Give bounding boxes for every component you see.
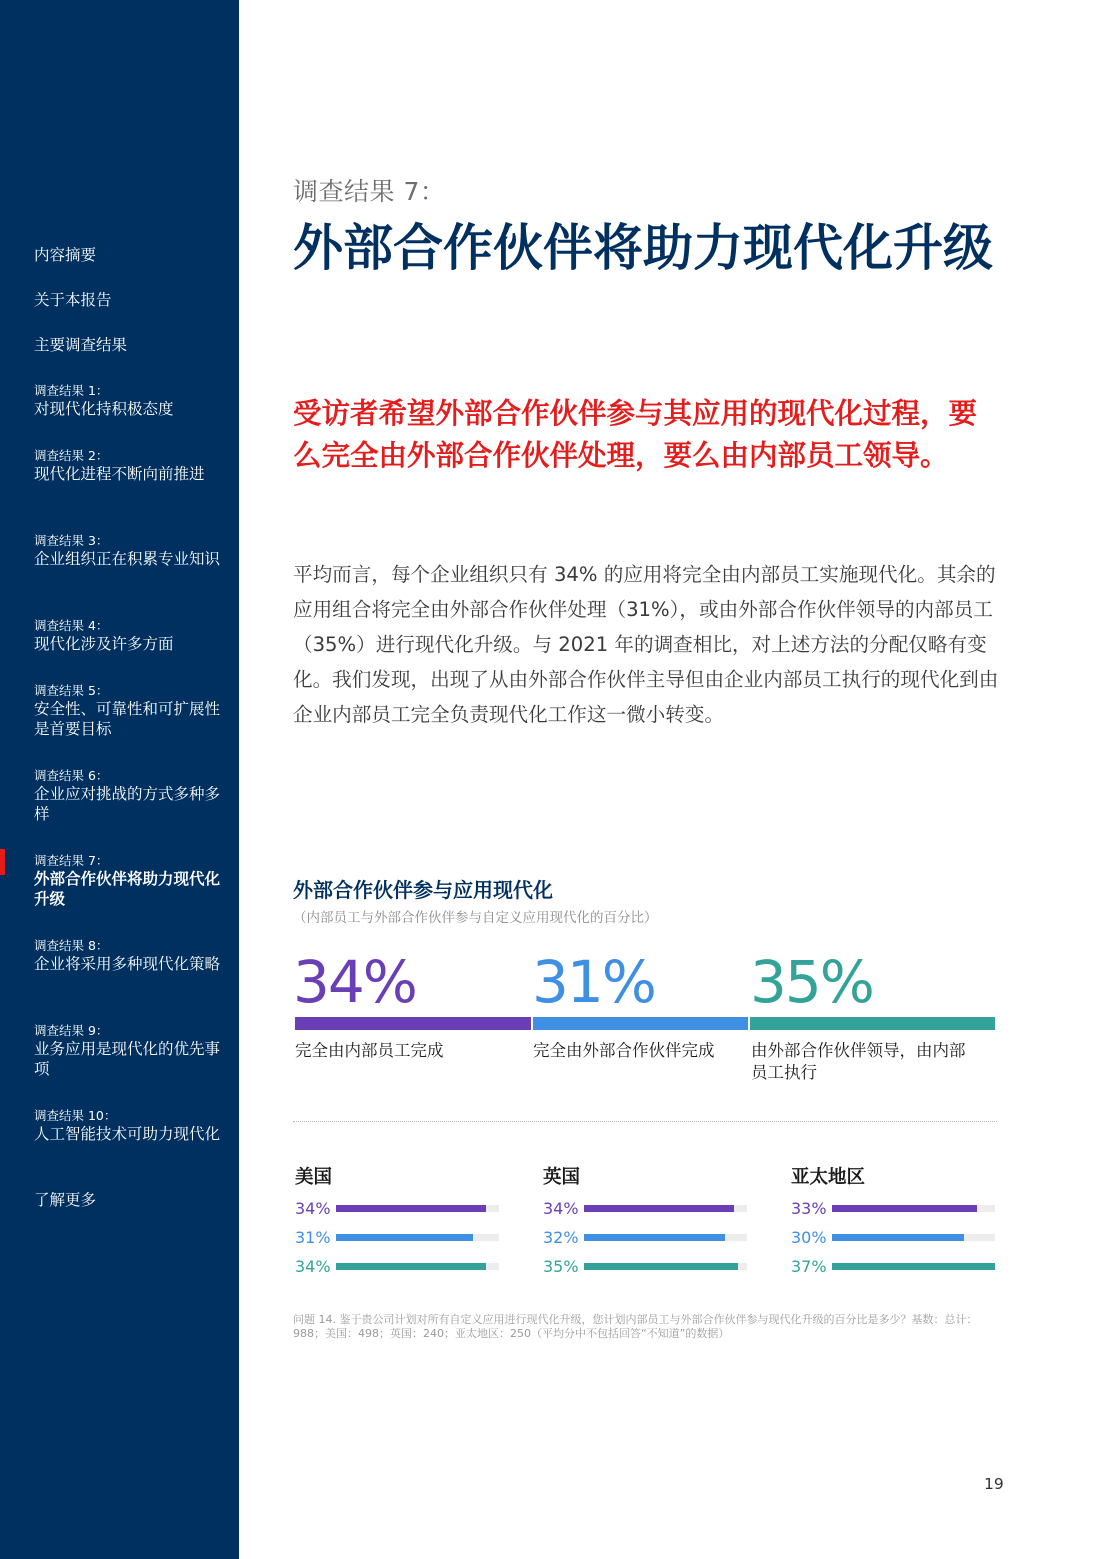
page-subtitle: 受访者希望外部合作伙伴参与其应用的现代化过程，要么完全由外部合作伙伴处理，要么由内部员工领导。 bbox=[293, 397, 978, 472]
region-value-uk-internal: 34% bbox=[543, 1199, 579, 1218]
page-number: 19 bbox=[984, 1475, 1004, 1493]
region-value-apac-internal: 33% bbox=[791, 1199, 827, 1218]
region-track-us-hybrid bbox=[336, 1263, 499, 1270]
region-name-us: 美国 bbox=[295, 1167, 333, 1188]
region-value-apac-hybrid: 37% bbox=[791, 1257, 827, 1276]
sidebar-item-label: 业务应用是现代化的优先事项 bbox=[34, 1040, 221, 1078]
summary-label-hybrid: 由外部合作伙伴领导，由内部员工执行 bbox=[751, 1041, 966, 1082]
sidebar-item-tag: 调查结果 6： bbox=[34, 768, 109, 783]
sidebar-item-finding-6[interactable] bbox=[34, 768, 224, 824]
sidebar-item-key-findings[interactable] bbox=[34, 335, 224, 355]
region-name-uk: 英国 bbox=[543, 1167, 581, 1188]
sidebar-nav bbox=[0, 0, 239, 1559]
sidebar-item-label: 了解更多 bbox=[34, 1191, 97, 1209]
sidebar-item-label: 关于本报告 bbox=[34, 291, 112, 309]
region-bar-uk-internal bbox=[584, 1205, 734, 1212]
sidebar-item-finding-10[interactable] bbox=[34, 1108, 224, 1144]
sidebar-item-tag: 调查结果 10： bbox=[34, 1108, 117, 1123]
sidebar-item-label: 企业应对挑战的方式多种多样 bbox=[34, 785, 221, 823]
region-bar-us-external bbox=[336, 1234, 473, 1241]
sidebar-item-label: 主要调查结果 bbox=[34, 336, 128, 354]
sidebar-item-label: 对现代化持积极态度 bbox=[34, 400, 174, 418]
region-track-us-external bbox=[336, 1234, 499, 1241]
region-bar-apac-hybrid bbox=[832, 1263, 995, 1270]
sidebar-item-tag: 调查结果 1： bbox=[34, 383, 109, 398]
sidebar-item-finding-5[interactable] bbox=[34, 683, 224, 739]
sidebar-item-finding-1[interactable] bbox=[34, 383, 224, 419]
sidebar-item-tag: 调查结果 5： bbox=[34, 683, 109, 698]
chart-title: 外部合作伙伴参与应用现代化 bbox=[293, 878, 553, 902]
region-value-us-internal: 34% bbox=[295, 1199, 331, 1218]
sidebar-item-label: 企业组织正在积累专业知识 bbox=[34, 550, 221, 568]
region-track-apac-external bbox=[832, 1234, 995, 1241]
sidebar-item-finding-8[interactable] bbox=[34, 938, 224, 974]
region-track-us-internal bbox=[336, 1205, 499, 1212]
body-paragraph: 平均而言，每个企业组织只有 34% 的应用将完全由内部员工实施现代化。其余的应用组合将完全由外部合作伙伴处理（31%），或由外部合作伙伴领导的内部员工（35%）进行现代化升级。与 2021 年的调查相比，对上述方法的分配仅略有变化。我们发现，出现了从由外部合作伙伴主导但由企业内部员工执行的现代化到由企业内部员工完全负责现代化工作这一微小转变。 bbox=[293, 563, 999, 726]
sidebar-item-label: 现代化进程不断向前推进 bbox=[34, 465, 205, 483]
region-bar-uk-external bbox=[584, 1234, 725, 1241]
chart-divider bbox=[293, 1121, 997, 1122]
sidebar-item-tag: 调查结果 2： bbox=[34, 448, 109, 463]
sidebar-item-finding-4[interactable] bbox=[34, 618, 224, 654]
sidebar-item-tag: 调查结果 9： bbox=[34, 1023, 109, 1038]
page-title: 外部合作伙伴将助力现代化升级 bbox=[293, 219, 993, 277]
summary-value-external: 31% bbox=[532, 948, 655, 1016]
region-track-uk-hybrid bbox=[584, 1263, 747, 1270]
sidebar-item-label: 外部合作伙伴将助力现代化升级 bbox=[34, 870, 221, 908]
sidebar-item-label: 内容摘要 bbox=[34, 246, 97, 264]
sidebar-item-label: 安全性、可靠性和可扩展性是首要目标 bbox=[34, 700, 221, 738]
sidebar-item-about[interactable] bbox=[34, 290, 224, 310]
sidebar-item-tag: 调查结果 8： bbox=[34, 938, 109, 953]
active-item-marker bbox=[0, 849, 5, 875]
sidebar-item-tag: 调查结果 3： bbox=[34, 533, 109, 548]
summary-bar-internal bbox=[295, 1017, 531, 1030]
region-bar-us-hybrid bbox=[336, 1263, 486, 1270]
summary-label-external: 完全由外部合作伙伴完成 bbox=[533, 1041, 715, 1060]
sidebar-item-learn-more[interactable] bbox=[34, 1190, 224, 1210]
region-bar-apac-external bbox=[832, 1234, 964, 1241]
sidebar-item-label: 人工智能技术可助力现代化 bbox=[34, 1125, 221, 1143]
sidebar-item-label: 现代化涉及许多方面 bbox=[34, 635, 174, 653]
region-bar-apac-internal bbox=[832, 1205, 977, 1212]
sidebar-item-finding-9[interactable] bbox=[34, 1023, 224, 1079]
sidebar-item-tag: 调查结果 7： bbox=[34, 853, 109, 868]
finding-kicker: 调查结果 7： bbox=[293, 177, 446, 206]
region-value-uk-hybrid: 35% bbox=[543, 1257, 579, 1276]
region-track-uk-internal bbox=[584, 1205, 747, 1212]
summary-value-hybrid: 35% bbox=[750, 948, 873, 1016]
sidebar-item-finding-7[interactable] bbox=[34, 853, 224, 909]
region-bar-uk-hybrid bbox=[584, 1263, 738, 1270]
footnote: 问题 14. 鉴于贵公司计划对所有自定义应用进行现代化升级，您计划内部员工与外部合作伙伴参与现代化升级的百分比是多少？基数：总计：988；美国：498；英国：240；亚太地区：250（平均分中不包括回答“不知道”的数据） bbox=[293, 1313, 978, 1340]
sidebar-item-label: 企业将采用多种现代化策略 bbox=[34, 955, 221, 973]
chart-subtitle: （内部员工与外部合作伙伴参与自定义应用现代化的百分比） bbox=[293, 910, 658, 926]
sidebar-item-finding-3[interactable] bbox=[34, 533, 224, 569]
sidebar-item-tag: 调查结果 4： bbox=[34, 618, 109, 633]
region-track-apac-hybrid bbox=[832, 1263, 995, 1270]
region-value-apac-external: 30% bbox=[791, 1228, 827, 1247]
region-bar-us-internal bbox=[336, 1205, 486, 1212]
region-value-uk-external: 32% bbox=[543, 1228, 579, 1247]
region-track-uk-external bbox=[584, 1234, 747, 1241]
sidebar-item-finding-2[interactable] bbox=[34, 448, 224, 484]
region-name-apac: 亚太地区 bbox=[791, 1167, 866, 1188]
summary-bar-external bbox=[533, 1017, 748, 1030]
summary-bar-hybrid bbox=[750, 1017, 995, 1030]
summary-value-internal: 34% bbox=[293, 948, 416, 1016]
region-value-us-hybrid: 34% bbox=[295, 1257, 331, 1276]
summary-label-internal: 完全由内部员工完成 bbox=[295, 1041, 444, 1060]
region-value-us-external: 31% bbox=[295, 1228, 331, 1247]
sidebar-item-summary[interactable] bbox=[34, 245, 224, 265]
region-track-apac-internal bbox=[832, 1205, 995, 1212]
